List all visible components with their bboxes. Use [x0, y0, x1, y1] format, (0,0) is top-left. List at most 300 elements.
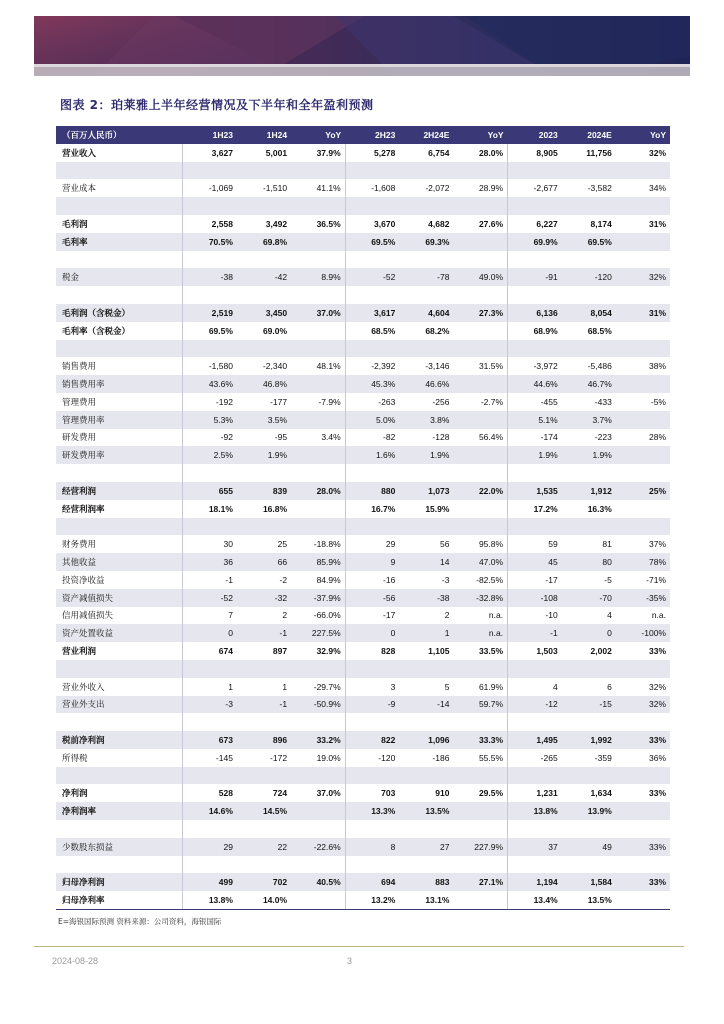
table-cell: -3	[183, 696, 237, 714]
row-label	[56, 340, 183, 358]
table-cell	[291, 411, 345, 429]
table-cell: 32%	[648, 147, 666, 158]
table-cell	[237, 162, 291, 180]
table-cell: 2	[444, 610, 450, 621]
row-label: 财务费用	[62, 539, 97, 550]
table-cell	[616, 233, 670, 251]
table-cell: 46.8%	[262, 379, 288, 390]
table-row	[56, 571, 670, 589]
table-cell: -1	[183, 571, 237, 589]
table-cell: 84.9%	[316, 574, 341, 585]
table-cell	[562, 856, 616, 874]
table-row	[56, 731, 670, 749]
table-cell: -17	[345, 607, 399, 625]
table-cell: 69.5%	[345, 233, 399, 251]
table-cell: -256	[432, 396, 450, 407]
table-cell: -455	[508, 393, 562, 411]
row-label: 营业成本	[62, 183, 97, 194]
table-cell: 29	[183, 838, 237, 856]
table-cell	[562, 713, 616, 731]
table-cell	[291, 518, 345, 536]
table-cell	[562, 767, 616, 785]
table-cell: 1,105	[428, 646, 450, 656]
table-cell: 31%	[648, 218, 666, 229]
table-cell	[453, 713, 507, 731]
table-cell	[453, 322, 507, 340]
table-cell	[291, 660, 345, 678]
table-cell: 22	[277, 841, 288, 852]
table-cell	[237, 820, 291, 838]
row-label	[56, 251, 183, 269]
row-label	[56, 820, 183, 838]
table-cell: 6	[607, 681, 612, 692]
table-cell: 68.5%	[587, 325, 612, 336]
table-cell: 1	[183, 678, 237, 696]
table-cell: 3	[345, 678, 399, 696]
table-cell	[562, 197, 616, 215]
table-cell	[291, 162, 345, 180]
table-cell	[291, 802, 345, 820]
spacer-row	[56, 518, 670, 536]
row-label: 研发费用	[62, 432, 97, 443]
table-cell	[291, 820, 345, 838]
table-cell: 68.5%	[345, 322, 399, 340]
table-cell: 16.7%	[345, 500, 399, 518]
row-label: 经营利润	[62, 485, 97, 496]
table-cell	[237, 713, 291, 731]
table-cell: 1.6%	[345, 446, 399, 464]
table-cell: 66	[277, 557, 288, 568]
table-cell: 13.3%	[345, 802, 399, 820]
table-cell: -2,392	[345, 357, 399, 375]
table-cell: 33.3%	[478, 734, 504, 745]
row-label	[56, 162, 183, 180]
table-cell: 18.1%	[183, 500, 237, 518]
table-cell: 19.0%	[316, 752, 341, 763]
table-cell: 78%	[648, 557, 666, 568]
table-row	[56, 322, 670, 340]
table-cell: -359	[594, 752, 612, 763]
table-cell	[183, 820, 237, 838]
table-cell: 3.4%	[321, 432, 341, 443]
table-cell	[237, 660, 291, 678]
table-cell: 3,617	[345, 304, 399, 322]
table-cell	[399, 286, 453, 304]
table-row	[56, 749, 670, 767]
row-label: 资产处置收益	[62, 628, 114, 639]
footer-date: 2024-08-28	[52, 956, 99, 966]
table-cell: 3,492	[265, 218, 288, 229]
table-cell: 8,054	[590, 307, 612, 318]
table-cell: 4	[607, 610, 612, 621]
table-cell: 32.9%	[316, 646, 341, 656]
table-cell: 68.2%	[425, 325, 450, 336]
table-cell: 27.6%	[478, 218, 504, 229]
table-cell: 69.3%	[425, 236, 450, 247]
figure-title: 图表 2：珀莱雅上半年经营情况及下半年和全年盈利预测	[60, 98, 374, 112]
table-cell	[508, 340, 562, 358]
table-cell: -1,608	[345, 179, 399, 197]
table-cell: 13.4%	[508, 891, 562, 909]
row-label: 少数股东损益	[62, 841, 114, 852]
footer-divider	[34, 946, 684, 947]
table-cell: -3	[441, 574, 450, 585]
table-cell	[453, 251, 507, 269]
table-cell: 49	[602, 841, 612, 852]
table-cell: 85.9%	[316, 557, 341, 568]
table-cell: 80	[602, 557, 612, 568]
table-cell	[453, 767, 507, 785]
table-cell: -17	[508, 571, 562, 589]
table-cell	[616, 286, 670, 304]
table-cell: -38	[183, 268, 237, 286]
table-cell	[345, 713, 399, 731]
table-cell: 1,096	[428, 734, 450, 745]
row-label: 净利润率	[62, 806, 97, 817]
table-cell: -177	[270, 396, 288, 407]
table-cell: -5,486	[587, 361, 612, 372]
table-cell: -9	[345, 696, 399, 714]
table-cell: -223	[594, 432, 612, 443]
header-unit-label: （百万人民币）	[62, 129, 122, 140]
table-cell: 44.6%	[508, 375, 562, 393]
table-cell: 2,002	[590, 646, 612, 656]
table-cell: -5	[604, 574, 612, 585]
table-cell	[616, 802, 670, 820]
table-cell: -100%	[641, 628, 666, 639]
table-cell: 910	[435, 788, 450, 799]
table-cell	[291, 713, 345, 731]
table-cell	[291, 233, 345, 251]
table-cell: 37.0%	[316, 788, 341, 799]
table-cell: 1,194	[508, 873, 562, 891]
table-cell	[183, 464, 237, 482]
table-cell: 61.9%	[478, 681, 504, 692]
table-cell: 3.8%	[430, 414, 450, 425]
table-cell	[508, 820, 562, 838]
table-cell	[399, 820, 453, 838]
table-cell: 2.5%	[183, 446, 237, 464]
table-cell: 37.9%	[316, 147, 341, 158]
banner-graphic	[34, 16, 690, 76]
table-cell	[237, 518, 291, 536]
table-cell: n.a.	[488, 610, 504, 621]
table-cell: 36.5%	[316, 218, 341, 229]
table-cell: -120	[594, 272, 612, 283]
table-cell: 47.0%	[478, 557, 504, 568]
table-cell: 883	[435, 877, 450, 888]
table-cell	[291, 197, 345, 215]
table-cell: -2,340	[262, 361, 288, 372]
table-cell	[453, 197, 507, 215]
table-row	[56, 393, 670, 411]
table-cell: 27.1%	[478, 877, 504, 888]
table-cell: 56	[439, 539, 450, 550]
table-cell: 38%	[648, 361, 666, 372]
table-cell	[453, 446, 507, 464]
table-cell: -172	[270, 752, 288, 763]
table-cell: 2,558	[183, 215, 237, 233]
table-cell: 40.5%	[316, 877, 341, 888]
table-cell: 703	[345, 784, 399, 802]
row-label	[56, 286, 183, 304]
table-cell	[508, 197, 562, 215]
table-cell	[291, 340, 345, 358]
table-cell: 31%	[648, 307, 666, 318]
table-cell: 8.9%	[321, 272, 341, 283]
table-cell: 95.8%	[478, 539, 504, 550]
table-cell: -120	[345, 749, 399, 767]
spacer-row	[56, 197, 670, 215]
row-label	[56, 713, 183, 731]
row-label: 归母净利率	[56, 891, 183, 909]
table-cell	[183, 197, 237, 215]
table-cell: 22.0%	[478, 485, 504, 496]
table-cell: 25%	[648, 485, 666, 496]
table-cell	[399, 251, 453, 269]
table-cell: 4,682	[428, 218, 450, 229]
table-cell: 43.6%	[183, 375, 237, 393]
table-cell: -2.7%	[480, 396, 504, 407]
table-cell	[345, 251, 399, 269]
table-cell: 227.9%	[474, 841, 504, 852]
spacer-row	[56, 464, 670, 482]
table-cell	[616, 322, 670, 340]
table-cell: 81	[602, 539, 612, 550]
table-cell: 6,136	[508, 304, 562, 322]
row-label: 毛利润	[62, 218, 88, 229]
table-cell: 1,535	[508, 482, 562, 500]
table-cell	[616, 660, 670, 678]
table-cell	[616, 518, 670, 536]
table-cell: 839	[272, 485, 288, 496]
row-label: 经营利润率	[62, 503, 105, 514]
table-row	[56, 873, 670, 891]
table-cell	[345, 286, 399, 304]
table-cell: n.a.	[488, 628, 504, 639]
row-label: 销售费用	[62, 361, 97, 372]
table-cell	[562, 518, 616, 536]
table-cell: -1,510	[262, 183, 288, 194]
table-cell: 31.5%	[478, 361, 504, 372]
table-cell: 3,450	[265, 307, 288, 318]
row-label: 其他收益	[62, 557, 97, 568]
row-label: 营业外支出	[62, 699, 105, 710]
table-cell: 4	[508, 678, 562, 696]
table-row	[56, 304, 670, 322]
table-cell: 59	[508, 535, 562, 553]
table-cell: -29.7%	[313, 681, 341, 692]
table-cell: 17.2%	[508, 500, 562, 518]
table-cell: 14	[439, 557, 450, 568]
table-cell: 3,670	[345, 215, 399, 233]
table-cell: 69.0%	[262, 325, 288, 336]
table-cell	[291, 500, 345, 518]
table-cell: 13.1%	[399, 891, 453, 909]
table-cell: -66.0%	[313, 610, 341, 621]
table-cell: 1,503	[508, 642, 562, 660]
table-cell: -95	[274, 432, 288, 443]
table-cell: 49.0%	[478, 272, 504, 283]
table-cell: -3,146	[425, 361, 450, 372]
table-cell: 13.5%	[562, 891, 616, 909]
table-cell	[616, 446, 670, 464]
table-cell	[345, 197, 399, 215]
table-cell	[562, 286, 616, 304]
row-label: 信用减值损失	[62, 610, 114, 621]
table-row	[56, 624, 670, 642]
table-cell: 822	[345, 731, 399, 749]
table-cell	[562, 251, 616, 269]
row-label: 营业收入	[62, 147, 97, 158]
table-cell: -50.9%	[313, 699, 341, 710]
table-cell	[453, 660, 507, 678]
table-cell	[453, 891, 507, 909]
table-cell: -2,072	[425, 183, 450, 194]
table-cell: -3,972	[508, 357, 562, 375]
table-cell: -265	[508, 749, 562, 767]
table-cell: -1,580	[183, 357, 237, 375]
table-cell: 14.5%	[262, 806, 288, 817]
row-label	[56, 464, 183, 482]
row-label	[56, 767, 183, 785]
financial-table	[56, 126, 670, 910]
table-cell: -52	[345, 268, 399, 286]
table-cell	[562, 464, 616, 482]
table-cell: 13.9%	[587, 806, 612, 817]
table-cell	[616, 856, 670, 874]
table-cell: -128	[432, 432, 450, 443]
table-cell	[183, 286, 237, 304]
table-cell: 45	[508, 553, 562, 571]
table-cell: 3.5%	[267, 414, 288, 425]
table-cell	[453, 500, 507, 518]
table-cell: -35%	[646, 592, 666, 603]
table-cell	[508, 251, 562, 269]
table-row	[56, 784, 670, 802]
table-cell: -192	[183, 393, 237, 411]
table-cell: 7	[183, 607, 237, 625]
table-cell	[237, 197, 291, 215]
table-row	[56, 535, 670, 553]
table-cell: 48.1%	[316, 361, 341, 372]
table-cell: 1,634	[590, 788, 612, 799]
table-cell: 1,584	[590, 877, 612, 888]
table-cell	[453, 802, 507, 820]
table-cell	[345, 767, 399, 785]
table-cell: -10	[508, 607, 562, 625]
table-cell: 1,912	[590, 485, 612, 496]
table-cell: 29	[345, 535, 399, 553]
table-cell: 1.9%	[267, 450, 288, 461]
spacer-row	[56, 251, 670, 269]
table-cell: -32	[274, 592, 288, 603]
table-cell: 2,519	[183, 304, 237, 322]
table-cell: 3.7%	[592, 414, 612, 425]
table-cell	[345, 162, 399, 180]
table-cell: -3,582	[587, 183, 612, 194]
table-cell	[616, 251, 670, 269]
row-label: 净利润	[62, 788, 88, 799]
table-cell	[616, 375, 670, 393]
table-cell: -71%	[646, 574, 666, 585]
table-cell	[616, 767, 670, 785]
table-cell	[345, 820, 399, 838]
table-cell	[508, 767, 562, 785]
table-cell: 702	[272, 877, 288, 888]
table-cell: -7.9%	[318, 396, 341, 407]
table-cell: 33.5%	[478, 646, 504, 656]
table-cell	[237, 767, 291, 785]
table-cell: 56.4%	[478, 432, 504, 443]
table-cell: -22.6%	[313, 841, 341, 852]
table-cell: 15.9%	[425, 503, 450, 514]
table-cell: 8	[345, 838, 399, 856]
table-cell	[183, 251, 237, 269]
row-label: 所得税	[62, 752, 88, 763]
table-row	[56, 607, 670, 625]
table-row	[56, 357, 670, 375]
table-cell: 33%	[648, 877, 666, 888]
table-cell: 36%	[648, 752, 666, 763]
table-cell	[345, 518, 399, 536]
table-cell	[616, 162, 670, 180]
row-label	[56, 197, 183, 215]
table-cell	[453, 411, 507, 429]
table-cell: -32.8%	[476, 592, 504, 603]
table-cell: -52	[183, 589, 237, 607]
table-cell: 33.2%	[316, 734, 341, 745]
table-row	[56, 446, 670, 464]
table-cell	[291, 322, 345, 340]
table-cell: 69.8%	[262, 236, 288, 247]
table-cell	[453, 233, 507, 251]
table-cell	[183, 162, 237, 180]
row-label: 管理费用	[62, 396, 97, 407]
table-cell: 5.3%	[183, 411, 237, 429]
table-cell: 28%	[648, 432, 666, 443]
table-cell	[508, 713, 562, 731]
table-cell	[616, 340, 670, 358]
table-cell	[508, 464, 562, 482]
table-row	[56, 642, 670, 660]
table-cell: 59.7%	[478, 699, 504, 710]
table-row	[56, 375, 670, 393]
table-cell: 896	[272, 734, 288, 745]
table-cell: 5.0%	[345, 411, 399, 429]
table-cell: 13.8%	[183, 891, 237, 909]
table-cell: 37	[508, 838, 562, 856]
table-cell: 1.9%	[430, 450, 450, 461]
table-cell: -92	[183, 429, 237, 447]
table-cell: 0	[183, 624, 237, 642]
table-cell: 37%	[648, 539, 666, 550]
table-cell: 528	[183, 784, 237, 802]
column-header: 2024E	[587, 129, 612, 140]
table-cell: -91	[508, 268, 562, 286]
table-cell	[237, 286, 291, 304]
table-cell: -186	[432, 752, 450, 763]
row-label: 毛利率	[62, 236, 88, 247]
table-cell	[345, 340, 399, 358]
table-cell	[562, 820, 616, 838]
table-cell	[453, 375, 507, 393]
table-cell: 13.5%	[425, 806, 450, 817]
table-cell: -18.8%	[313, 539, 341, 550]
table-row	[56, 589, 670, 607]
table-cell	[453, 518, 507, 536]
table-cell: 1	[282, 681, 288, 692]
